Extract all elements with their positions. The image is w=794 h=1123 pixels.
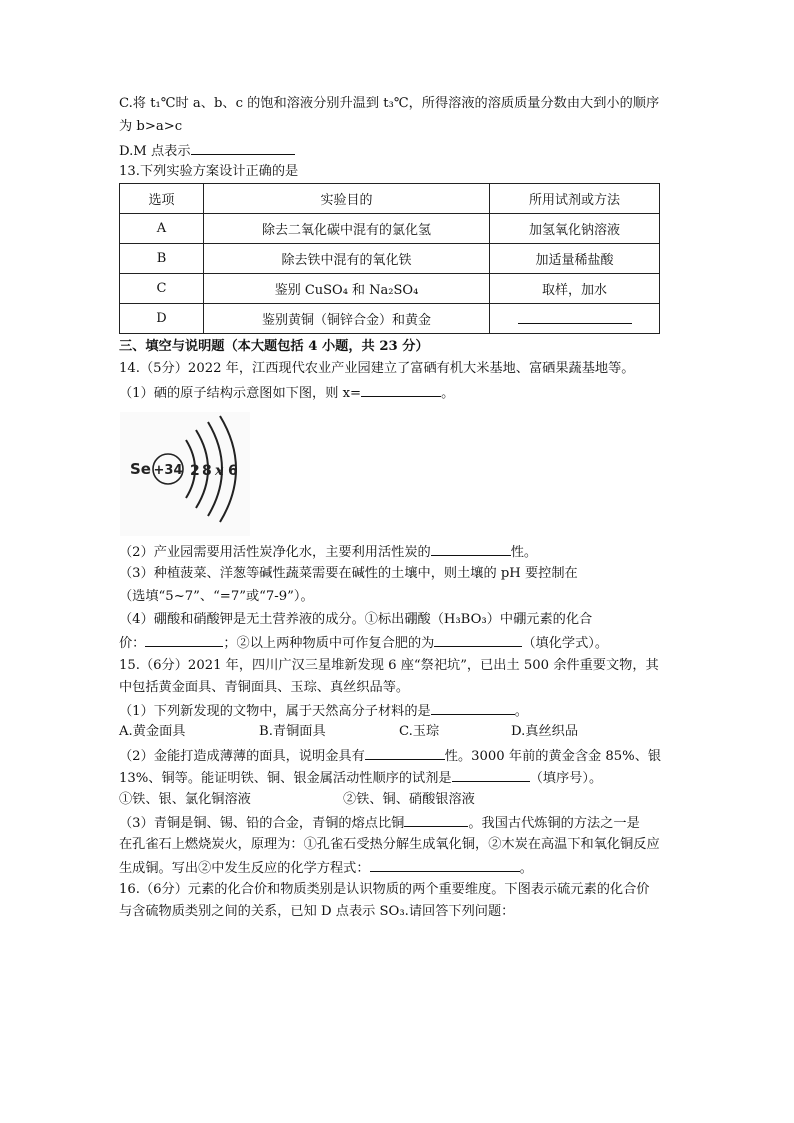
q14-part4-text: （填化学式）。: [522, 636, 609, 651]
q15-part2-text: 性。3000 年前的黄金含金 85%、银: [444, 749, 662, 764]
q15-part2-text: （填序号）。: [529, 771, 603, 786]
q12-option-d: [119, 140, 295, 162]
row-purpose: 除去二氧化碳中混有的氯化氢: [204, 214, 490, 244]
row-method: 加氢氧化钠溶液: [490, 214, 660, 244]
answer-blank[interactable]: [191, 140, 295, 155]
q14-part1: [119, 382, 454, 404]
q15-part3-text: （3）青铜是铜、锡、铅的合金，青铜的熔点比铜: [119, 816, 405, 831]
q15-part1-text: （1）下列新发现的文物中，属于天然高分子材料的是: [119, 704, 431, 719]
row-option: B: [120, 244, 204, 274]
answer-blank[interactable]: [452, 767, 530, 782]
table-row: [120, 304, 660, 334]
q15-part2-line2: [119, 767, 602, 789]
header-purpose: 实验目的: [204, 184, 490, 214]
q14-part2-end: 性。: [510, 545, 538, 560]
q15-part2-line1: [119, 745, 661, 767]
q15-stem-line2: 中包括黄金面具、青铜面具、玉琮、真丝织品等。: [119, 680, 410, 695]
q15-reagents: [119, 790, 475, 810]
q14-part3-line2: （选填“5~7”、“=7”或“7-9”）。: [119, 589, 314, 604]
answer-blank[interactable]: [404, 812, 468, 827]
q12-option-d-text: D.M 点表示: [119, 144, 191, 159]
q14-part4-text: ；②以上两种物质中可作复合肥的为: [223, 636, 435, 651]
row-method: 取样，加水: [490, 274, 660, 304]
answer-blank[interactable]: [431, 541, 511, 556]
row-purpose: 除去铁中混有的氧化铁: [204, 244, 490, 274]
table-header-row: [120, 184, 660, 214]
q13-stem: 13.下列实验方案设计正确的是: [119, 164, 299, 179]
q14-part3-line1: （3）种植菠菜、洋葱等碱性蔬菜需要在碱性的土壤中，则土壤的 pH 要控制在: [119, 566, 578, 581]
answer-blank[interactable]: [361, 382, 441, 397]
row-method-blank-cell: [490, 304, 660, 334]
q16-stem-line2: 与含硫物质类别之间的关系，已知 D 点表示 SO₃.请回答下列问题：: [119, 904, 515, 919]
q15-part3-end: 。: [519, 861, 533, 876]
q14-part1-end: 。: [441, 386, 455, 401]
q14-part4-line2: [119, 632, 608, 654]
answer-blank[interactable]: [434, 632, 522, 647]
shell-electron-count: 8: [202, 463, 212, 479]
q15-part1: [119, 700, 528, 722]
choice-c[interactable]: C.玉琮: [399, 724, 440, 739]
q14-part2-text: （2）产业园需要用活性炭净化水，主要利用活性炭的: [119, 545, 431, 560]
row-option: A: [120, 214, 204, 244]
row-option: C: [120, 274, 204, 304]
shell-electron-count: 2: [190, 463, 200, 479]
section-heading: 三、填空与说明题（本大题包括 4 小题，共 23 分）: [119, 339, 429, 354]
row-purpose: 鉴别 CuSO₄ 和 Na₂SO₄: [204, 274, 490, 304]
row-purpose: 鉴别黄铜（铜锌合金）和黄金: [204, 304, 490, 334]
answer-blank[interactable]: [365, 745, 445, 760]
table-row: [120, 274, 660, 304]
q15-part3-text: 。我国古代炼铜的方法之一是: [468, 816, 640, 831]
q13-options-table: [119, 183, 660, 334]
table-row: [120, 214, 660, 244]
answer-blank[interactable]: [431, 700, 515, 715]
reagent-option-1[interactable]: ①铁、银、氯化铜溶液: [119, 792, 251, 807]
q14-stem: 14.（5分）2022 年，江西现代农业产业园建立了富硒有机大米基地、富硒果蔬基地等。: [119, 361, 635, 376]
answer-blank[interactable]: [370, 857, 520, 872]
q14-part4-line1: （4）硼酸和硝酸钾是无土营养液的成分。①标出硼酸（H₃BO₃）中硼元素的化合: [119, 612, 593, 627]
choice-b[interactable]: B.青铜面具: [259, 724, 326, 739]
element-symbol: Se: [130, 460, 151, 478]
q12-option-c-line2: 为 b>a>c: [119, 119, 183, 134]
q15-part3-line1: [119, 812, 640, 834]
choice-a[interactable]: A.黄金面具: [119, 724, 186, 739]
header-method: 所用试剂或方法: [490, 184, 660, 214]
row-method: 加适量稀盐酸: [490, 244, 660, 274]
q14-part1-text: （1）硒的原子结构示意图如下图，则 x=: [119, 386, 362, 401]
q15-part3-text: 生成铜。写出②中发生反应的化学方程式：: [119, 861, 370, 876]
choice-d[interactable]: D.真丝织品: [511, 724, 579, 739]
q15-part2-text: 13%、铜等。能证明铁、铜、银金属活动性顺序的试剂是: [119, 771, 452, 786]
q14-part2: [119, 541, 537, 563]
q15-part2-text: （2）金能打造成薄薄的面具，说明金具有: [119, 749, 365, 764]
answer-blank[interactable]: [145, 632, 223, 647]
nucleus-charge: +34: [153, 463, 183, 478]
q12-option-c-line1: C.将 t₁℃时 a、b、c 的饱和溶液分别升温到 t₃℃，所得溶液的溶质质量分数由大到小的顺序: [119, 96, 660, 111]
q14-part4-text: 价：: [119, 636, 146, 651]
table-row: [120, 244, 660, 274]
shell-electron-count: 6: [228, 463, 238, 479]
header-option: 选项: [120, 184, 204, 214]
selenium-atom-diagram: [120, 412, 250, 536]
q16-stem-line1: 16.（6分）元素的化合价和物质类别是认识物质的两个重要维度。下图表示硫元素的化合价: [119, 882, 650, 897]
q15-stem-line1: 15.（6分）2021 年，四川广汉三星堆新发现 6 座“祭祀坑”，已出土 500 余件重要文物，其: [119, 658, 659, 673]
q15-part3-line3: [119, 857, 533, 879]
answer-blank[interactable]: [518, 309, 632, 324]
row-option: D: [120, 304, 204, 334]
q15-part1-end: 。: [514, 704, 528, 719]
q15-part3-line2: 在孔雀石上燃烧炭火，原理为：①孔雀石受热分解生成氧化铜，②木炭在高温下和氧化铜反应: [119, 837, 660, 852]
reagent-option-2[interactable]: ②铁、铜、硝酸银溶液: [343, 792, 475, 807]
q15-choices: [119, 722, 578, 742]
shell-electron-count: x: [215, 463, 224, 479]
